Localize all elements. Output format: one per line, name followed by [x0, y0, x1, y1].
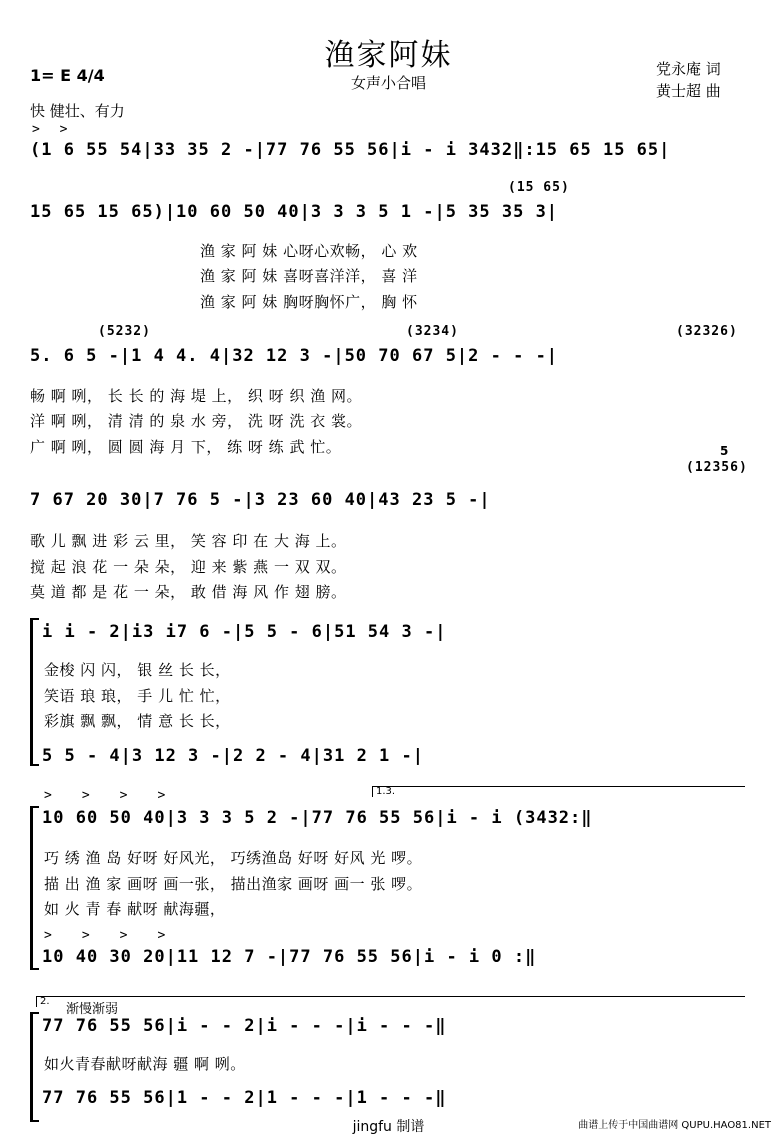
- lyric-v2-a: 渔 家 阿 妹 喜呀喜洋洋， 喜 洋: [200, 267, 418, 285]
- music-line-6-upper: 10 60 50 40|3 3 3 5 2 -|77 76 55 56|i - i (3432:‖: [42, 808, 593, 828]
- lyric-v1-b: 畅 啊 咧， 长 长 的 海 堤 上， 织 呀 织 渔 网。: [30, 387, 362, 405]
- lyric-v2-e: 描 出 渔 家 画呀 画一张， 描出渔家 画呀 画一 张 啰。: [44, 875, 423, 893]
- volta-bracket-2: [36, 996, 745, 1007]
- lyric-v1-c: 歌 儿 飘 进 彩 云 里， 笑 容 印 在 大 海 上。: [30, 532, 347, 550]
- accent-marks: > >: [32, 122, 74, 137]
- lyricist-credit: 党永庵 词: [656, 60, 721, 78]
- music-line-6-lower: 10 40 30 20|11 12 7 -|77 76 55 56|i - i 0 :‖: [42, 947, 537, 967]
- volta-1-label: 1.3.: [376, 786, 396, 797]
- music-line-7-lower: 77 76 55 56|1 - - 2|1 - - -|1 - - -‖: [42, 1088, 447, 1108]
- music-line-2: 15 65 15 65)|10 60 50 40|3 3 3 5 1 -|5 35 35 3|: [30, 202, 559, 222]
- music-line-7-upper: 77 76 55 56|i - - 2|i - - -|i - - -‖: [42, 1016, 447, 1036]
- lyric-v2-b: 洋 啊 咧， 清 清 的 泉 水 旁， 洗 呀 洗 衣 裳。: [30, 412, 362, 430]
- song-subtitle: 女声小合唱: [350, 74, 426, 92]
- dynamics-marking: 渐慢渐弱: [66, 1002, 119, 1017]
- transcriber-credit: jingfu 制谱: [352, 1119, 425, 1135]
- music-line-5-upper: i i - 2|i3 i7 6 -|5 5 - 6|51 54 3 -|: [42, 622, 447, 642]
- system-brace-2: [30, 806, 39, 970]
- lyric-v1-d: 金梭 闪 闪， 银 丝 长 长，: [44, 661, 231, 679]
- lyric-v3-f: 如火青春献呀献海 疆 啊 咧。: [44, 1055, 246, 1073]
- lyric-v3-a: 渔 家 阿 妹 胸呀胸怀广， 胸 怀: [200, 293, 418, 311]
- volta-2-label: 2.: [40, 996, 50, 1007]
- song-title: 渔家阿妹: [324, 38, 453, 73]
- lyric-v2-d: 笑语 琅 琅， 手 儿 忙 忙，: [44, 687, 231, 705]
- grace-notes-line4: (12356): [686, 460, 748, 475]
- system-brace-1: [30, 618, 39, 766]
- accent-marks-line6-lower: >>>>: [44, 928, 196, 943]
- tempo-marking: 快 健壮、有力: [30, 102, 125, 120]
- key-signature: 1= E 4/4: [30, 66, 105, 85]
- lyric-v2-c: 搅 起 浪 花 一 朵 朵， 迎 来 紫 燕 一 双 双。: [30, 558, 347, 576]
- tuplet-number: 5: [720, 444, 729, 458]
- accent-marks-line6: >>>>: [44, 788, 196, 803]
- music-line-4: 7 67 20 30|7 76 5 -|3 23 60 40|43 23 5 -|: [30, 490, 491, 510]
- lyric-v3-e: 如 火 青 春 献呀 献海疆，: [44, 900, 226, 918]
- music-line-1: (1 6 55 54|33 35 2 -|77 76 55 56|i - i 3432‖:15 65 15 65|: [30, 140, 671, 160]
- grace-notes-line3-b: (3234): [406, 324, 459, 339]
- music-line-3: 5. 6 5 -|1 4 4. 4|32 12 3 -|50 70 67 5|2 - - -|: [30, 346, 559, 366]
- composer-credit: 黄士超 曲: [656, 82, 721, 100]
- volta-bracket-1: [372, 786, 745, 797]
- lyric-v1-a: 渔 家 阿 妹 心呀心欢畅， 心 欢: [200, 242, 418, 260]
- grace-notes-line2: (15 65): [508, 180, 570, 195]
- lyric-v3-d: 彩旗 飘 飘， 情 意 长 长，: [44, 712, 231, 730]
- lyric-v3-c: 莫 道 都 是 花 一 朵， 敢 借 海 风 作 翅 膀。: [30, 583, 347, 601]
- grace-notes-line3-c: (32326): [676, 324, 738, 339]
- watermark-text: 曲谱上传于中国曲谱网 QUPU.HAO81.NET: [578, 1120, 771, 1131]
- grace-notes-line3-a: (5232): [98, 324, 151, 339]
- lyric-v1-e: 巧 绣 渔 岛 好呀 好风光， 巧绣渔岛 好呀 好风 光 啰。: [44, 849, 423, 867]
- system-brace-3: [30, 1012, 39, 1122]
- music-line-5-lower: 5 5 - 4|3 12 3 -|2 2 - 4|31 2 1 -|: [42, 746, 424, 766]
- lyric-v3-b: 广 啊 咧， 圆 圆 海 月 下， 练 呀 练 武 忙。: [30, 438, 342, 456]
